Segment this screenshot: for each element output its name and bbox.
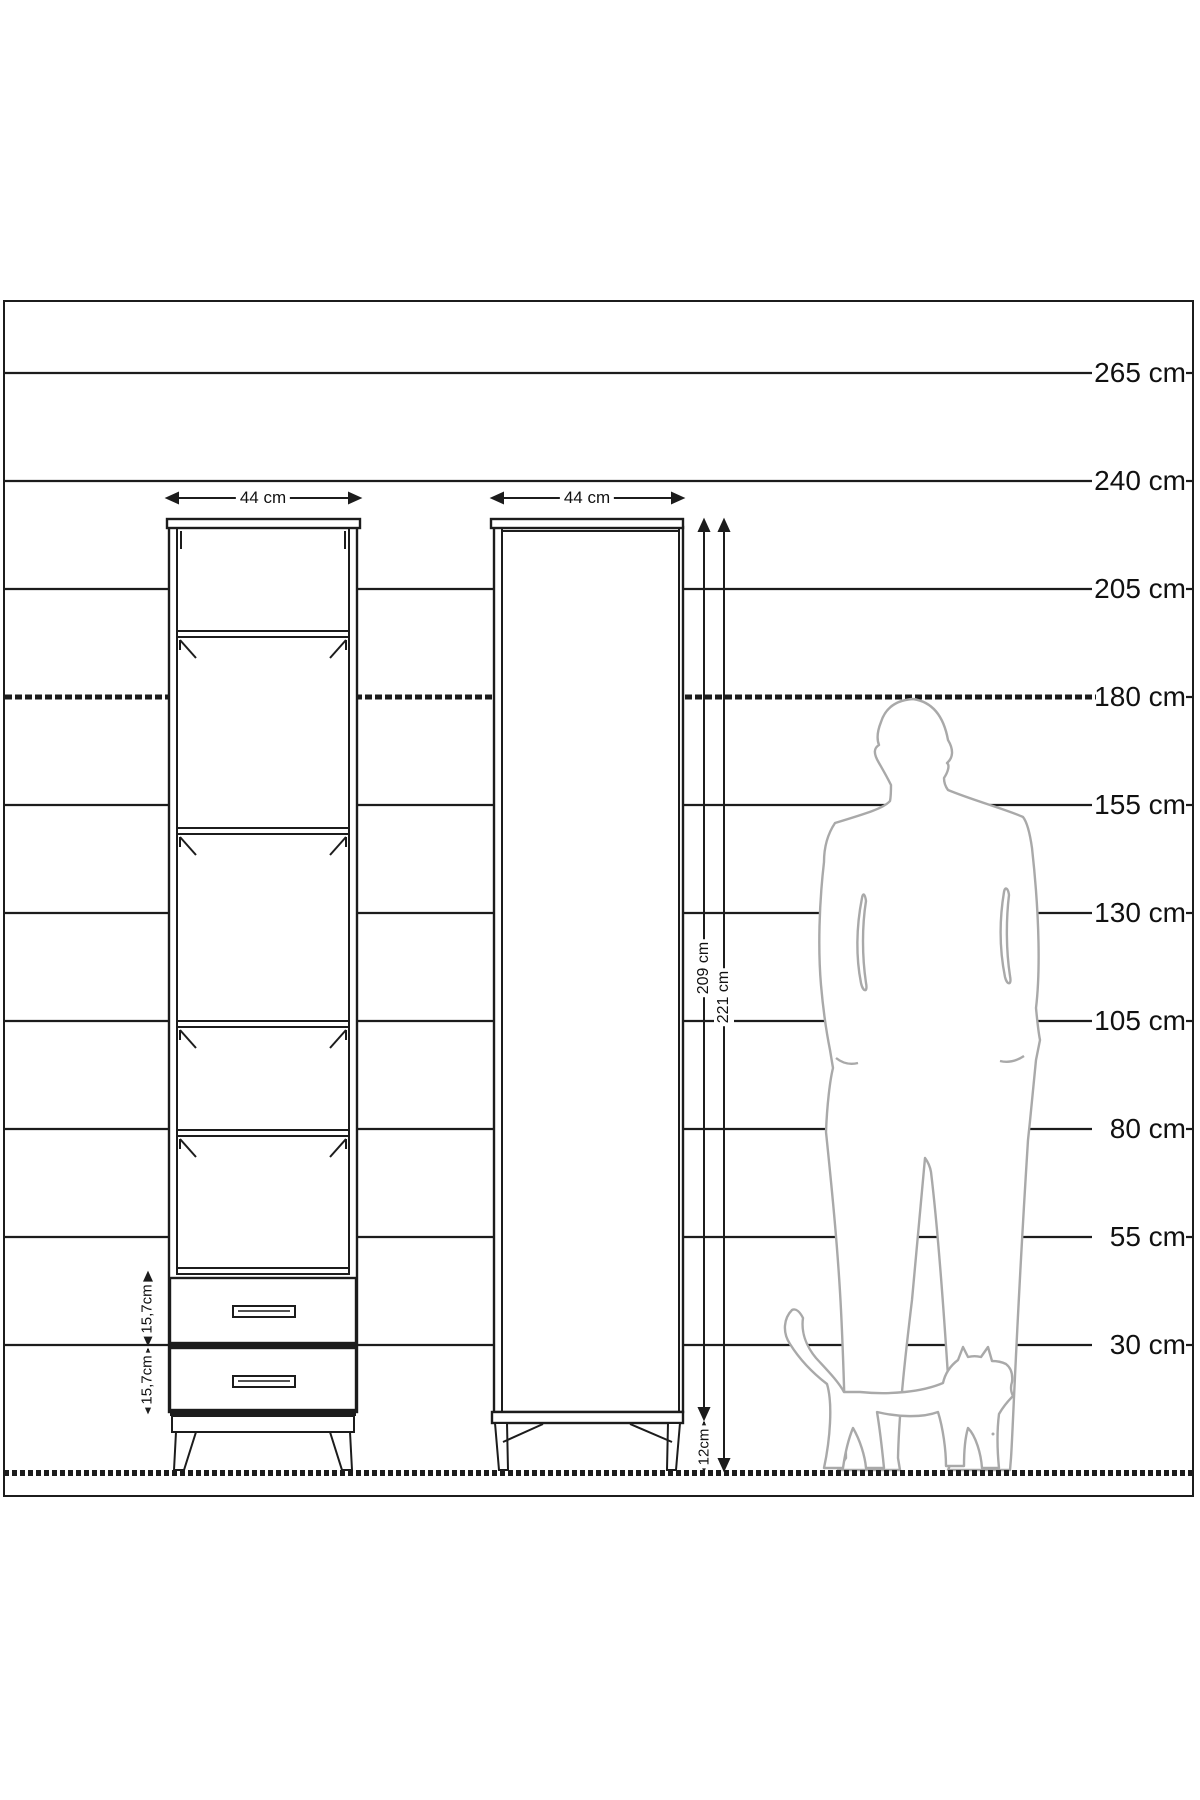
door-cabinet-bottom-board	[492, 1412, 683, 1423]
leg-height-label: 12cm	[695, 1426, 714, 1469]
arrow-right	[672, 493, 683, 503]
arrow-down	[143, 1333, 153, 1344]
shelf-cabinet-plinth	[172, 1416, 354, 1432]
left-cabinet-width-label: 44 cm	[236, 488, 290, 508]
arrow-left	[167, 493, 178, 503]
door-cabinet-top-board	[491, 519, 683, 528]
ruler-label-265: 265 cm	[1094, 357, 1186, 388]
arrow-down	[699, 1408, 709, 1419]
arrow-up	[719, 520, 729, 531]
ruler-label-80: 80 cm	[1109, 1113, 1186, 1144]
ruler-label-240: 240 cm	[1094, 465, 1186, 496]
shelf-cabinet-top-board	[167, 519, 360, 528]
arrow-up	[699, 520, 709, 531]
ruler-edge-ticks	[1186, 373, 1192, 1345]
right-cabinet-width-label: 44 cm	[560, 488, 614, 508]
arrow-up	[699, 1423, 709, 1434]
door-cabinet-right-leg-brace	[630, 1424, 672, 1442]
shelf-board	[177, 1021, 349, 1027]
door-cabinet-left-leg-brace	[503, 1424, 543, 1442]
ruler-label-205: 205 cm	[1094, 573, 1186, 604]
arrow-up	[143, 1273, 153, 1284]
ruler-label-105: 105 cm	[1094, 1005, 1186, 1036]
ruler-label-180: 180 cm	[1094, 681, 1186, 712]
arrow-right	[349, 493, 360, 503]
door-cabinet	[491, 519, 683, 1470]
door-cabinet-left-leg	[495, 1423, 508, 1470]
drawer-bottom-height-label: 15,7cm	[138, 1352, 157, 1407]
cat-dot	[992, 1433, 995, 1436]
shelf-board	[177, 631, 349, 637]
width-dimensions	[167, 493, 683, 503]
body-height-label: 209 cm	[694, 939, 714, 997]
ruler-label-130: 130 cm	[1094, 897, 1186, 928]
height-dimensions	[699, 520, 729, 1470]
arrow-up	[143, 1350, 153, 1361]
drawer-top-height-label: 15,7cm	[138, 1281, 157, 1336]
shelf-cabinet-right-leg	[330, 1432, 352, 1470]
shelf-board	[177, 1268, 349, 1274]
man-body-outline	[819, 699, 1040, 1470]
ruler-label-155: 155 cm	[1094, 789, 1186, 820]
shelf-board	[177, 1130, 349, 1136]
arrow-left	[492, 493, 503, 503]
shelf-board	[177, 828, 349, 834]
shelf-cabinet	[167, 519, 360, 1470]
man-silhouette-icon	[819, 699, 1040, 1470]
arrow-down	[143, 1401, 153, 1412]
door-cabinet-body	[494, 527, 683, 1412]
ruler-label-55: 55 cm	[1109, 1221, 1186, 1252]
shelf-cabinet-left-leg	[174, 1432, 196, 1470]
arrow-down	[719, 1459, 729, 1470]
door-cabinet-right-leg	[667, 1423, 680, 1470]
ruler-label-30: 30 cm	[1109, 1329, 1186, 1360]
arrow-down	[699, 1459, 709, 1470]
total-height-label: 221 cm	[714, 968, 734, 1026]
drawer-dimensions	[143, 1273, 153, 1412]
